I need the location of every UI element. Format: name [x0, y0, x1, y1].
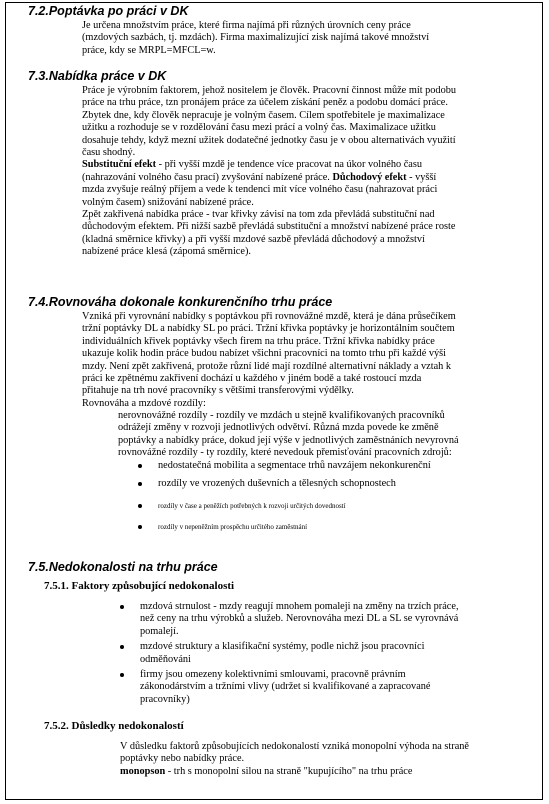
list-item: nedostatečná mobilita a segmentace trhů navzájem nekonkurenční	[138, 460, 431, 472]
text-line: nerovnovážné rozdíly - rozdíly ve mzdách u stejně kvalifikovaných pracovníků	[118, 410, 445, 421]
bullet-icon	[138, 482, 142, 486]
paragraph-7-5-2	[120, 741, 469, 778]
text-line: důchodovým efektem. Při nižší sazbě převládá substituční a množství nabízené práce roste	[82, 221, 456, 233]
text-line: odrážejí změny v rozvoji jednotlivých odvětví. Různá mzda povede ke změně	[118, 422, 439, 434]
imperfection-factors-list	[120, 601, 459, 706]
text-line: mzda zvyšuje reálný příjem a vede k tendenci mít více volného času (nahrazovat práci	[82, 184, 438, 196]
paragraph-7-3	[82, 85, 456, 259]
document-page	[5, 2, 543, 800]
text-line: volným časem) snižování nabízené práce.	[82, 196, 254, 208]
heading-7-2: 7.2.Poptávka po práci v DK	[28, 4, 189, 18]
monopsony-text: - trh s monopolní silou na straně "kupujícího" na trhu práce	[165, 765, 413, 777]
text-line: individuálních křivek poptávky všech firem na trhu práce. Tržní křivka nabídky práce	[82, 335, 435, 347]
heading-7-4: 7.4.Rovnováha dokonale konkurenčního trhu práce	[28, 295, 333, 309]
list-item: mzdová strnulost - mzdy reagují mnohem pomaleji na změny na trzích práce, než ceny na trhu výrobků a služeb. Nerovnováha mezi DL a SL se vyrovnává pomalejí.	[120, 601, 459, 638]
heading-7-3: 7.3.Nabídka práce v DK	[28, 69, 167, 83]
text-line: (mzdových sazbách, tj. mzdách). Firma maximalizující zisk najímá takové množství	[82, 32, 430, 44]
bullet-icon	[120, 673, 124, 677]
text-line: rovnovážné rozdíly - ty rozdíly, které nevedouk přemisťování pracovních zdrojů:	[118, 447, 452, 459]
text-line: Práce je výrobním faktorem, jehož nositelem je člověk. Pracovní činnost může mít podobu	[82, 85, 457, 96]
wage-differences-text	[118, 410, 459, 460]
monopsony-term: monopson	[120, 765, 166, 777]
text-line: poptávky a nabídky práce, dokud její výše v jednotlivých zaměstnáních nevyrovná	[118, 434, 459, 446]
text-line: mzdy. Není zpět zakřivená, protože různí lidé mají rozdílné alternativní náklady a vztah k	[82, 360, 452, 372]
list-item: mzdové struktury a klasifikační systémy, podle nichž jsou pracovníci odměňováni	[120, 641, 459, 666]
text-line	[120, 766, 469, 778]
text-line: nabízené práce klesá (zápomá směrnice).	[82, 246, 251, 258]
text-line: Zbytek dne, kdy člověk nepracuje je volným časem. Cílem spotřebitele je maximalizace	[82, 109, 445, 121]
wage-differences-list-small	[138, 500, 346, 533]
text-line: užitku a rozhoduje se v rozdělování času mezi prácí a volný čas. Maximalizace užitku	[82, 122, 436, 134]
list-item: rozdíly v čase a peněžích potřebných k rozvoji určitých dovedností	[138, 500, 346, 512]
text-line: Je určena množstvím práce, které firma najímá při různých úrovních ceny práce	[82, 20, 411, 31]
text-line: práce, kdy se MRPL=MFCL=w.	[82, 44, 216, 56]
bullet-icon	[138, 504, 142, 508]
income-effect-text: - vyšší	[406, 171, 437, 183]
substitution-effect-text: - při vyšší mzdě je tendence více pracovat na úkor volného času	[156, 159, 422, 171]
list-item: rozdíly ve vrozených duševních a tělesných schopnostech	[138, 478, 431, 490]
text-line: Rovnováha a mzdové rozdíly:	[82, 397, 206, 409]
wage-differences-list	[138, 460, 431, 491]
text-line	[82, 159, 456, 171]
heading-7-5: 7.5.Nedokonalosti na trhu práce	[28, 560, 218, 574]
substitution-effect-term: Substituční efekt	[82, 159, 157, 171]
list-item: firmy jsou omezeny kolektivními smlouvami, pracovně právním zákonodárstvím a tržními vlivy (udržet si kvalifikované a zapracované pracovníky)	[120, 669, 459, 706]
heading-7-5-1: 7.5.1. Faktory způsobující nedokonalosti	[44, 580, 235, 592]
paragraph-7-2	[82, 20, 429, 57]
text-fragment: (nahrazování volného času prací) zvyšování nabízené práce.	[82, 171, 333, 183]
text-line: práci ke zpětnému zakřivení dochází u každého v jiném bodě a také rostoucí mzda	[82, 373, 422, 385]
text-line	[82, 172, 456, 184]
text-line: dosahuje tehdy, když mezní užitek dodatečné jednotky času je v obou alternativách využití	[82, 134, 456, 146]
text-line: poptávky nebo nabídky práce.	[120, 753, 245, 765]
text-line: V důsledku faktorů způsobujících nedokonalostí vzniká monopolní výhoda na straně	[120, 741, 469, 752]
text-line: Vzniká při vyrovnání nabídky s poptávkou při rovnovážné mzdě, která je dána průsečíkem	[82, 311, 456, 322]
text-line: práce na trhu práce, tzn pronájem práce za účelem získání peněz a podobu domácí práce.	[82, 97, 448, 109]
bullet-icon	[120, 645, 124, 649]
text-line: Zpět zakřivená nabídka práce - tvar křivky závisí na tom zda převládá substituční nad	[82, 209, 435, 221]
bullet-icon	[138, 464, 142, 468]
text-line: času shodný.	[82, 147, 136, 159]
income-effect-term: Důchodový efekt	[332, 171, 407, 183]
text-line: ukazuje kolik hodin práce budou nabízet všichni pracovníci na tomto trhu při každé výši	[82, 348, 447, 360]
text-line: (kladná směrnice křivky) a při vyšší mzdové sazbě převládá důchodový a množství	[82, 233, 425, 245]
text-line: přitahuje na trh nové pracovníky s většími transferovými výdělky.	[82, 385, 354, 397]
bullet-icon	[120, 605, 124, 609]
text-line: tržní poptávky DL a nabídky SL po práci. Tržní křivka poptávky je horizontálním součtem	[82, 323, 455, 335]
bullet-icon	[138, 525, 142, 529]
heading-7-5-2: 7.5.2. Důsledky nedokonalostí	[44, 720, 184, 732]
list-item: rozdíly v nepeněžním prospěchu určitého zaměstnání	[138, 521, 346, 533]
paragraph-7-4	[82, 311, 456, 410]
